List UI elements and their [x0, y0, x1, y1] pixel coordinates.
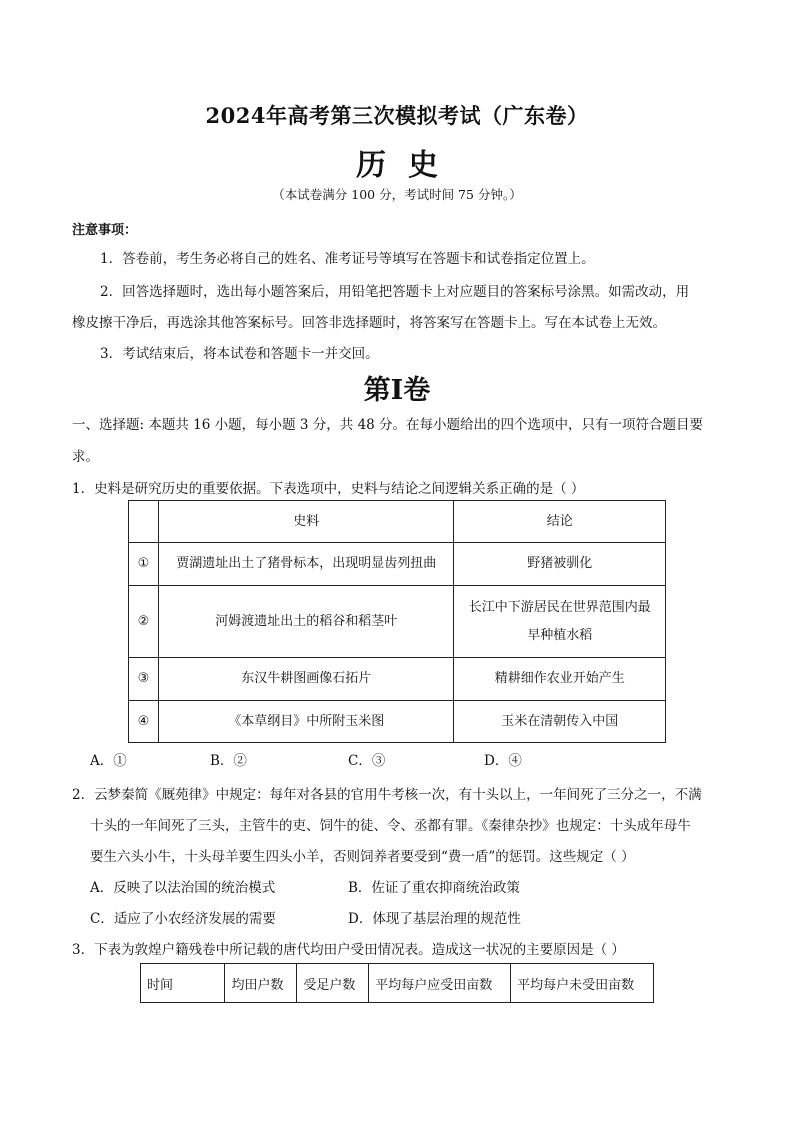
conclusion-line-2: 早种植水稻 — [527, 627, 593, 643]
conclusion-cell — [454, 586, 666, 658]
question-3-table — [140, 963, 654, 1003]
table-header-cell: 平均每户应受田亩数 — [369, 964, 511, 1003]
conclusion-cell: 野猪被驯化 — [454, 543, 666, 586]
conclusion-cell: 玉米在清朝传入中国 — [454, 701, 666, 743]
source-cell: 贾湖遗址出土了猪骨标本，出现明显齿列扭曲 — [158, 543, 453, 586]
source-cell: 河姆渡遗址出土的稻谷和稻茎叶 — [158, 586, 453, 658]
table-row — [129, 701, 666, 743]
exam-title: 2024年高考第三次模拟考试（广东卷） — [205, 103, 589, 128]
section-intro-line-1: 一、选择题: 本题共 16 小题，每小题 3 分，共 48 分。在每小题给出的四个选项中，只有一项符合题目要 — [72, 417, 704, 433]
row-number: ③ — [129, 658, 159, 701]
volume-title: 第I卷 — [363, 375, 431, 406]
table-header-row — [141, 964, 654, 1003]
question-2-line-2: 十头的一年间死了三头，主管牛的吏、饲牛的徒、令、丞都有罪。《秦律杂抄》也规定：十头成年母牛 — [90, 818, 691, 834]
question-1-stem: 1．史料是研究历史的重要依据。下表选项中，史料与结论之间逻辑关系正确的是（ ） — [72, 481, 585, 497]
q1-option-a: A．① — [90, 753, 127, 769]
notice-heading: 注意事项： — [72, 223, 138, 238]
q1-option-c: C．③ — [348, 753, 386, 769]
q2-option-a: A．反映了以法治国的统治模式 — [90, 880, 276, 896]
question-3-stem: 3．下表为敦煌户籍残卷中所记载的唐代均田户受田情况表。造成这一状况的主要原因是（ ） — [72, 942, 625, 958]
notice-item-3: 3．考试结束后，将本试卷和答题卡一并交回。 — [100, 346, 379, 362]
table-row — [129, 658, 666, 701]
table-header-cell: 结论 — [454, 501, 666, 543]
source-cell: 《本草纲目》中所附玉米图 — [158, 701, 453, 743]
row-number: ② — [129, 586, 159, 658]
q2-option-c: C．适应了小农经济发展的需要 — [90, 911, 276, 927]
source-cell: 东汉牛耕图画像石拓片 — [158, 658, 453, 701]
question-2-line-3: 要生六头小牛，十头母羊要生四头小羊，否则饲养者要受到“费一盾”的惩罚。这些规定（ ） — [90, 849, 635, 865]
subject-title: 历史 — [356, 148, 460, 183]
q1-option-b: B．② — [210, 753, 247, 769]
question-2-line-1: 2．云梦秦简《厩苑律》中规定：每年对各县的官用牛考核一次，有十头以上，一年间死了三分之一，不满 — [72, 787, 702, 803]
table-header-cell — [129, 501, 159, 543]
conclusion-cell: 精耕细作农业开始产生 — [454, 658, 666, 701]
exam-subtitle: （本试卷满分 100 分，考试时间 75 分钟。） — [272, 187, 522, 202]
notice-item-2-line-1: 2．回答选择题时，选出每小题答案后，用铅笔把答题卡上对应题目的答案标号涂黑。如需改动，用 — [100, 284, 690, 300]
table-header-cell: 均田户数 — [225, 964, 297, 1003]
table-header-cell: 时间 — [141, 964, 225, 1003]
table-header-cell: 史料 — [158, 501, 453, 543]
notice-item-2-line-2: 橡皮擦干净后，再选涂其他答案标号。回答非选择题时，将答案写在答题卡上。写在本试卷上无效。 — [72, 315, 666, 331]
row-number: ① — [129, 543, 159, 586]
table-header-cell: 平均每户未受田亩数 — [511, 964, 654, 1003]
question-1-table — [128, 500, 666, 743]
section-intro-line-2: 求。 — [72, 449, 99, 465]
row-number: ④ — [129, 701, 159, 743]
table-header-row — [129, 501, 666, 543]
q2-option-b: B．佐证了重农抑商统治政策 — [348, 880, 520, 896]
q2-option-d: D．体现了基层治理的规范性 — [348, 911, 521, 927]
table-row — [129, 543, 666, 586]
table-header-cell: 受足户数 — [297, 964, 369, 1003]
notice-item-1: 1．答卷前，考生务必将自己的姓名、准考证号等填写在答题卡和试卷指定位置上。 — [100, 251, 595, 267]
q1-option-d: D．④ — [484, 753, 522, 769]
table-row — [129, 586, 666, 658]
conclusion-line-1: 长江中下游居民在世界范围内最 — [468, 599, 651, 615]
